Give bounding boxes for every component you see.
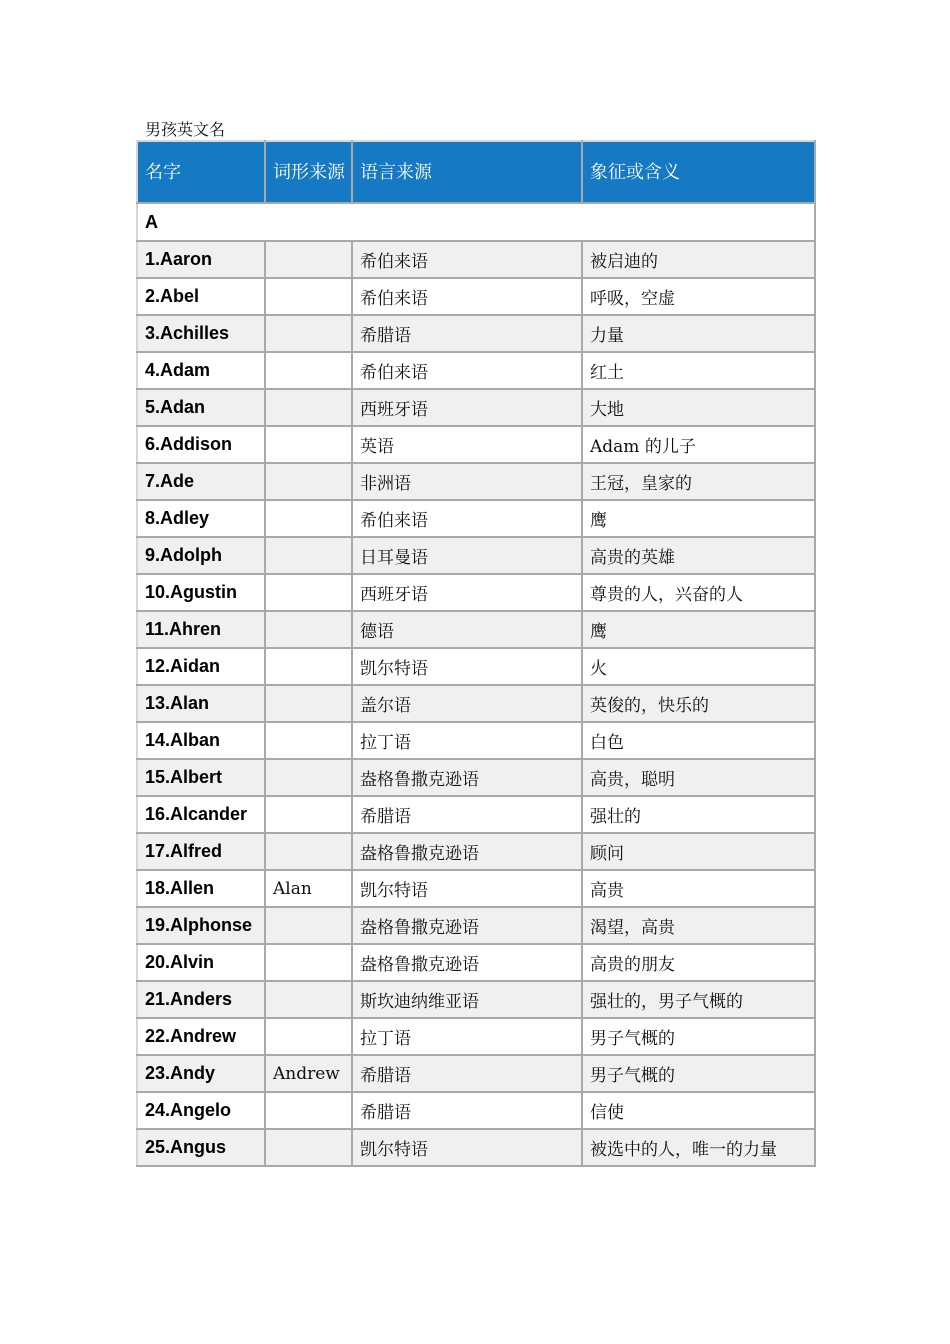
language-cell: 希腊语	[352, 1092, 582, 1129]
language-cell: 英语	[352, 426, 582, 463]
language-cell: 希伯来语	[352, 500, 582, 537]
name-cell: 1.Aaron	[137, 241, 265, 278]
table-row	[137, 389, 815, 426]
meaning-cell: 信使	[582, 1092, 815, 1129]
table-row	[137, 241, 815, 278]
source-cell	[265, 574, 352, 611]
source-cell	[265, 352, 352, 389]
source-cell	[265, 315, 352, 352]
table-row	[137, 1092, 815, 1129]
language-cell: 盖尔语	[352, 685, 582, 722]
source-cell	[265, 685, 352, 722]
language-cell: 希伯来语	[352, 241, 582, 278]
source-cell	[265, 537, 352, 574]
header-meaning: 象征或含义	[582, 141, 815, 203]
table-row	[137, 759, 815, 796]
table-row	[137, 611, 815, 648]
name-cell: 22.Andrew	[137, 1018, 265, 1055]
language-cell: 希伯来语	[352, 352, 582, 389]
header-name: 名字	[137, 141, 265, 203]
name-cell: 24.Angelo	[137, 1092, 265, 1129]
language-cell: 凯尔特语	[352, 648, 582, 685]
table-row	[137, 278, 815, 315]
table-header-row	[137, 141, 815, 203]
language-cell: 盎格鲁撒克逊语	[352, 833, 582, 870]
table-row	[137, 981, 815, 1018]
language-cell: 盎格鲁撒克逊语	[352, 759, 582, 796]
table-row	[137, 722, 815, 759]
table-row	[137, 1055, 815, 1092]
name-cell: 8.Adley	[137, 500, 265, 537]
table-row	[137, 944, 815, 981]
name-cell: 10.Agustin	[137, 574, 265, 611]
language-cell: 希腊语	[352, 796, 582, 833]
source-cell	[265, 463, 352, 500]
language-cell: 非洲语	[352, 463, 582, 500]
source-cell	[265, 426, 352, 463]
name-cell: 13.Alan	[137, 685, 265, 722]
meaning-cell: 尊贵的人，兴奋的人	[582, 574, 815, 611]
source-cell	[265, 500, 352, 537]
page-caption: 男孩英文名	[145, 120, 226, 139]
source-cell	[265, 944, 352, 981]
table-row	[137, 463, 815, 500]
source-cell	[265, 833, 352, 870]
name-cell: 9.Adolph	[137, 537, 265, 574]
source-cell	[265, 759, 352, 796]
source-cell	[265, 1018, 352, 1055]
name-cell: 16.Alcander	[137, 796, 265, 833]
language-cell: 德语	[352, 611, 582, 648]
table-row	[137, 833, 815, 870]
source-cell	[265, 611, 352, 648]
meaning-cell: Adam 的儿子	[582, 426, 815, 463]
meaning-cell: 红土	[582, 352, 815, 389]
name-cell: 23.Andy	[137, 1055, 265, 1092]
table-row	[137, 1018, 815, 1055]
meaning-cell: 男子气概的	[582, 1018, 815, 1055]
source-cell	[265, 648, 352, 685]
table-row	[137, 796, 815, 833]
table-row	[137, 870, 815, 907]
header-source: 词形来源	[265, 141, 352, 203]
meaning-cell: 呼吸，空虚	[582, 278, 815, 315]
meaning-cell: 鹰	[582, 611, 815, 648]
table-row	[137, 426, 815, 463]
meaning-cell: 强壮的	[582, 796, 815, 833]
meaning-cell: 火	[582, 648, 815, 685]
language-cell: 希腊语	[352, 1055, 582, 1092]
source-cell	[265, 1092, 352, 1129]
table-row	[137, 500, 815, 537]
meaning-cell: 渴望，高贵	[582, 907, 815, 944]
source-cell	[265, 981, 352, 1018]
name-cell: 11.Ahren	[137, 611, 265, 648]
language-cell: 盎格鲁撒克逊语	[352, 944, 582, 981]
source-cell	[265, 907, 352, 944]
name-cell: 15.Albert	[137, 759, 265, 796]
meaning-cell: 高贵，聪明	[582, 759, 815, 796]
source-cell: Andrew	[265, 1055, 352, 1092]
section-row	[137, 203, 815, 241]
language-cell: 拉丁语	[352, 1018, 582, 1055]
table-row	[137, 1129, 815, 1166]
language-cell: 凯尔特语	[352, 870, 582, 907]
source-cell	[265, 722, 352, 759]
section-letter: A	[137, 203, 815, 241]
name-cell: 5.Adan	[137, 389, 265, 426]
source-cell	[265, 796, 352, 833]
name-cell: 14.Alban	[137, 722, 265, 759]
table-row	[137, 574, 815, 611]
meaning-cell: 力量	[582, 315, 815, 352]
name-cell: 4.Adam	[137, 352, 265, 389]
table-row	[137, 685, 815, 722]
meaning-cell: 王冠，皇家的	[582, 463, 815, 500]
table-row	[137, 315, 815, 352]
source-cell	[265, 389, 352, 426]
source-cell	[265, 278, 352, 315]
name-cell: 3.Achilles	[137, 315, 265, 352]
meaning-cell: 大地	[582, 389, 815, 426]
name-cell: 18.Allen	[137, 870, 265, 907]
source-cell: Alan	[265, 870, 352, 907]
meaning-cell: 被启迪的	[582, 241, 815, 278]
meaning-cell: 男子气概的	[582, 1055, 815, 1092]
source-cell	[265, 1129, 352, 1166]
name-cell: 19.Alphonse	[137, 907, 265, 944]
table-row	[137, 907, 815, 944]
meaning-cell: 高贵的英雄	[582, 537, 815, 574]
meaning-cell: 顾问	[582, 833, 815, 870]
language-cell: 希伯来语	[352, 278, 582, 315]
meaning-cell: 高贵的朋友	[582, 944, 815, 981]
meaning-cell: 高贵	[582, 870, 815, 907]
table-row	[137, 648, 815, 685]
language-cell: 凯尔特语	[352, 1129, 582, 1166]
name-cell: 21.Anders	[137, 981, 265, 1018]
meaning-cell: 强壮的，男子气概的	[582, 981, 815, 1018]
language-cell: 盎格鲁撒克逊语	[352, 907, 582, 944]
source-cell	[265, 241, 352, 278]
name-cell: 12.Aidan	[137, 648, 265, 685]
name-cell: 7.Ade	[137, 463, 265, 500]
table-row	[137, 352, 815, 389]
language-cell: 希腊语	[352, 315, 582, 352]
table-row	[137, 537, 815, 574]
language-cell: 西班牙语	[352, 574, 582, 611]
name-cell: 25.Angus	[137, 1129, 265, 1166]
name-cell: 20.Alvin	[137, 944, 265, 981]
language-cell: 斯坎迪纳维亚语	[352, 981, 582, 1018]
meaning-cell: 鹰	[582, 500, 815, 537]
language-cell: 拉丁语	[352, 722, 582, 759]
boys-names-table	[136, 140, 816, 1167]
language-cell: 日耳曼语	[352, 537, 582, 574]
meaning-cell: 英俊的，快乐的	[582, 685, 815, 722]
name-cell: 2.Abel	[137, 278, 265, 315]
name-cell: 17.Alfred	[137, 833, 265, 870]
name-cell: 6.Addison	[137, 426, 265, 463]
meaning-cell: 白色	[582, 722, 815, 759]
header-language: 语言来源	[352, 141, 582, 203]
meaning-cell: 被选中的人，唯一的力量	[582, 1129, 815, 1166]
language-cell: 西班牙语	[352, 389, 582, 426]
